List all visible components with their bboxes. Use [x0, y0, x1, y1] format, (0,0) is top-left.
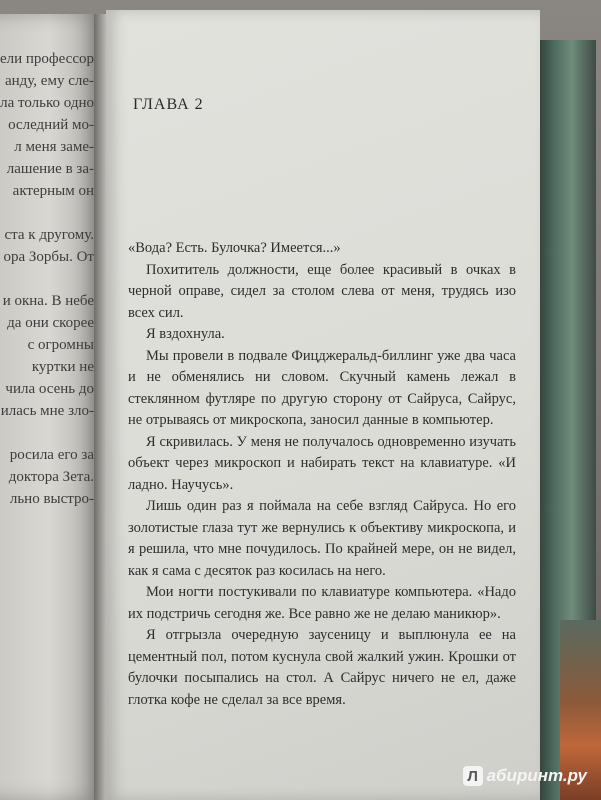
left-page-line: анду, ему сле- — [4, 73, 94, 89]
left-page — [0, 14, 98, 800]
labirint-logo-icon: Л — [463, 766, 483, 786]
paragraph: Мы провели в подвале Фицджеральд-биллинг уже два часа и не обменялись ни словом. Скучный камень лежал в стеклянном футляре по другую сторону от Сайруса, Сайрус, не отрываясь от микроскопа, заносил данные в компьютер. — [128, 347, 516, 428]
left-page-line: ора Зорбы. От — [3, 249, 94, 265]
left-page-line: ели профессор — [0, 51, 94, 67]
paragraph: Я вздохнула. — [146, 326, 225, 342]
left-page-line: лашение в за- — [6, 161, 94, 177]
left-page-line: да они скорее — [7, 315, 94, 331]
left-page-line: актерным он — [12, 183, 94, 199]
left-page-line: льно выстро- — [9, 491, 94, 507]
left-page-line — [0, 268, 108, 290]
left-page-line: куртки не — [31, 359, 94, 375]
paragraph: Я скривилась. У меня не получалось одновременно изучать объект через микроскоп и набирать текст на клавиатуре. «И ладно. Научусь». — [128, 433, 516, 493]
left-page-line: илась мне зло- — [0, 403, 94, 419]
left-page-line — [0, 202, 108, 224]
left-page-line: доктора Зета. — [8, 469, 94, 485]
body-text — [128, 238, 516, 711]
paragraph: Я отгрызла очередную заусеницу и выплюнула ее на цементный пол, потом куснула свой жалкий ужин. Крошки от булочки посыпались на стол. А Сайрус ничего не ел, даже глотка кофе не сделал за все время. — [128, 627, 516, 708]
paragraph: «Вода? Есть. Булочка? Имеется...» — [128, 240, 341, 256]
left-page-line: чила осень до — [5, 381, 94, 397]
chapter-title: ГЛАВА 2 — [133, 96, 204, 113]
left-page-line: и окна. В небе — [2, 293, 94, 309]
left-page-line: с огромны — [27, 337, 94, 353]
paragraph: Мои ногти постукивали по клавиатуре компьютера. «Надо их подстричь сегодня же. Все равно же не делаю маникюр». — [128, 584, 516, 622]
left-page-line — [0, 422, 108, 444]
labirint-watermark — [463, 766, 587, 786]
paragraph: Лишь один раз я поймала на себе взгляд Сайруса. Но его золотистые глаза тут же вернулись к объективу микроскопа, и я решила, что мне почудилось. По крайней мере, он не видел, как я сама с десяток раз косилась на него. — [128, 498, 516, 579]
left-page-line: росила его за — [9, 447, 94, 463]
left-page-line: ла только одно — [0, 95, 94, 111]
left-page-text — [0, 48, 108, 510]
left-page-line: оследний мо- — [8, 117, 94, 133]
watermark-text: абиринт.ру — [486, 766, 587, 785]
paragraph: Похититель должности, еще более красивый в очках в черной оправе, сидел за столом слева от меня, трудясь изо всех сил. — [128, 261, 516, 321]
left-page-line: л меня заме- — [14, 139, 94, 155]
left-page-line: ста к другому. — [4, 227, 94, 243]
